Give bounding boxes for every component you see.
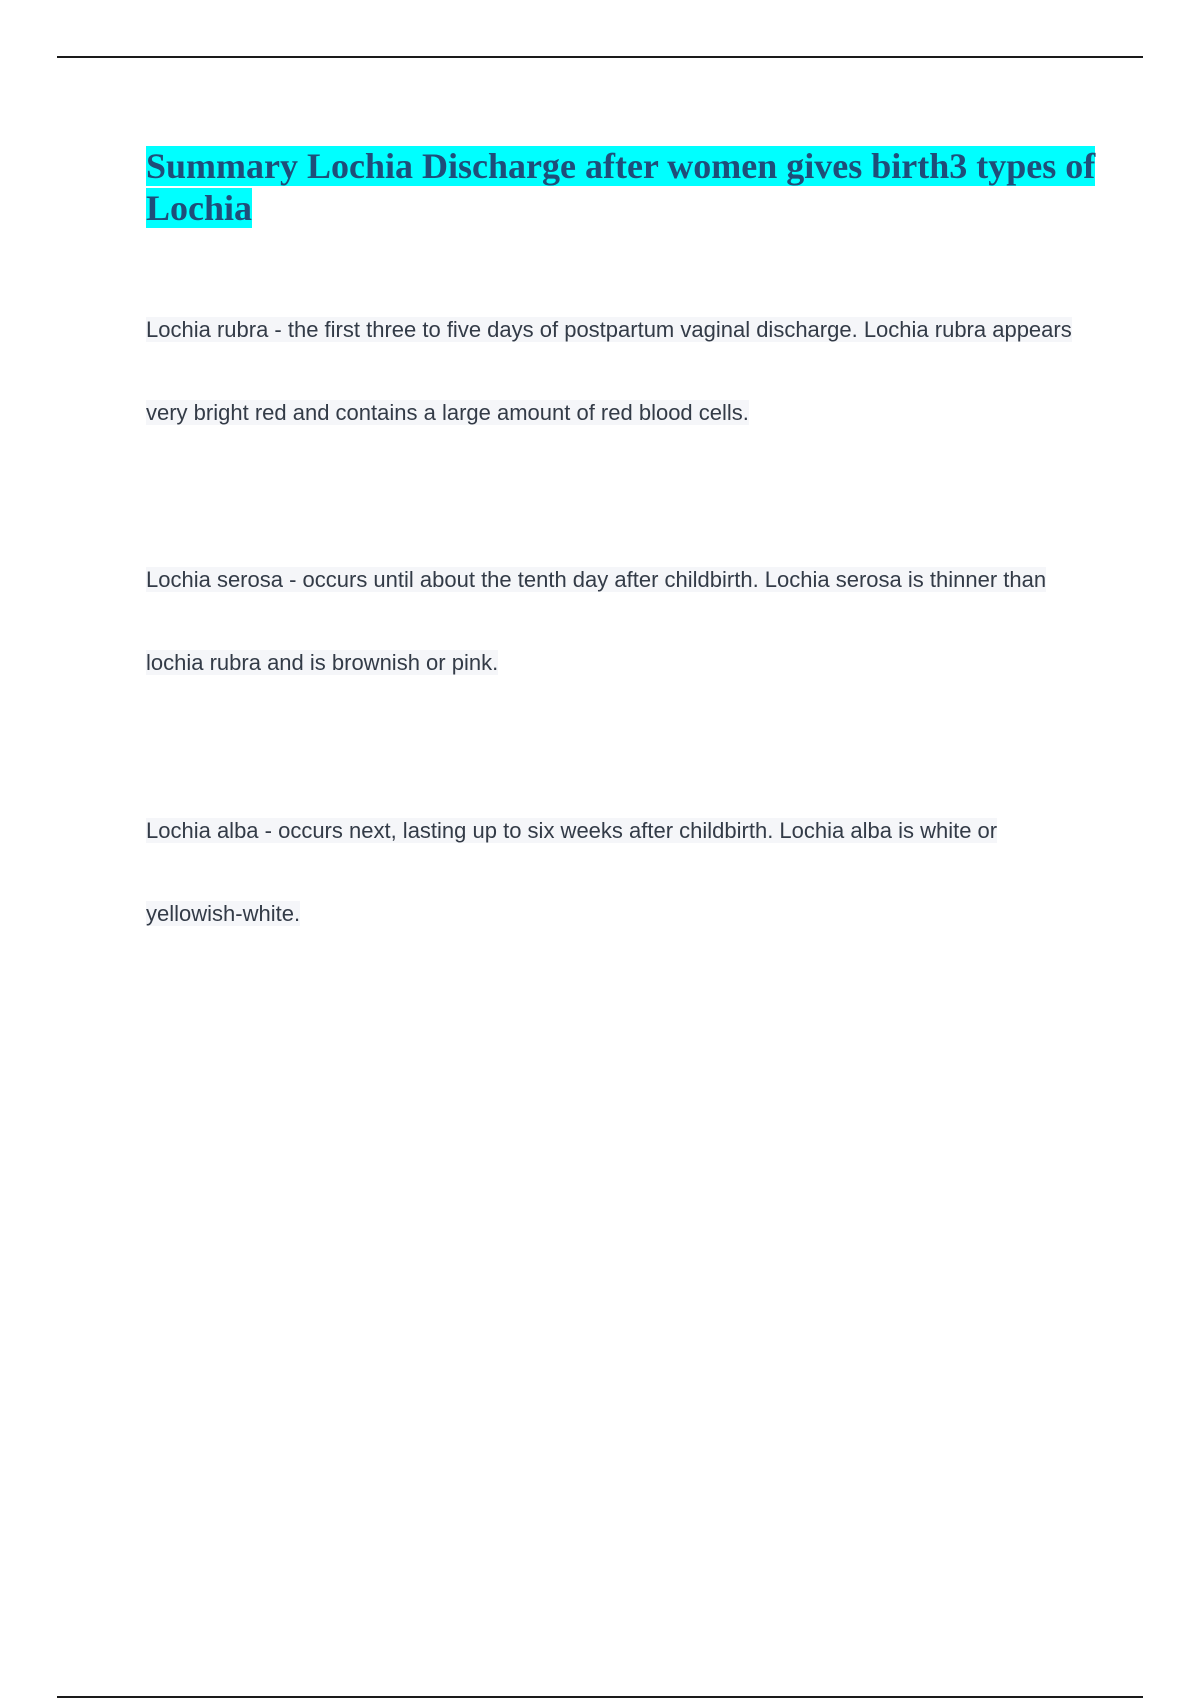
paragraph-lochia-serosa-text: Lochia serosa - occurs until about the tenth day after childbirth. Lochia serosa is thinner than lochia rubra and is brownish or pink.	[146, 567, 1047, 675]
paragraph-lochia-rubra-text: Lochia rubra - the first three to five days of postpartum vaginal discharge. Lochia rubra appears very bright red and contains a large amount of red blood cells.	[146, 317, 1072, 425]
paragraph-lochia-serosa	[146, 538, 1096, 704]
document-title-text: Summary Lochia Discharge after women gives birth3 types of Lochia	[146, 146, 1096, 228]
bottom-rule	[57, 1696, 1143, 1698]
top-rule	[57, 56, 1143, 58]
paragraph-lochia-alba-text: Lochia alba - occurs next, lasting up to six weeks after childbirth. Lochia alba is white or yellowish-white.	[146, 818, 998, 926]
paragraph-lochia-alba	[146, 789, 1096, 955]
paragraph-lochia-rubra	[146, 288, 1096, 454]
document-title	[146, 145, 1096, 229]
